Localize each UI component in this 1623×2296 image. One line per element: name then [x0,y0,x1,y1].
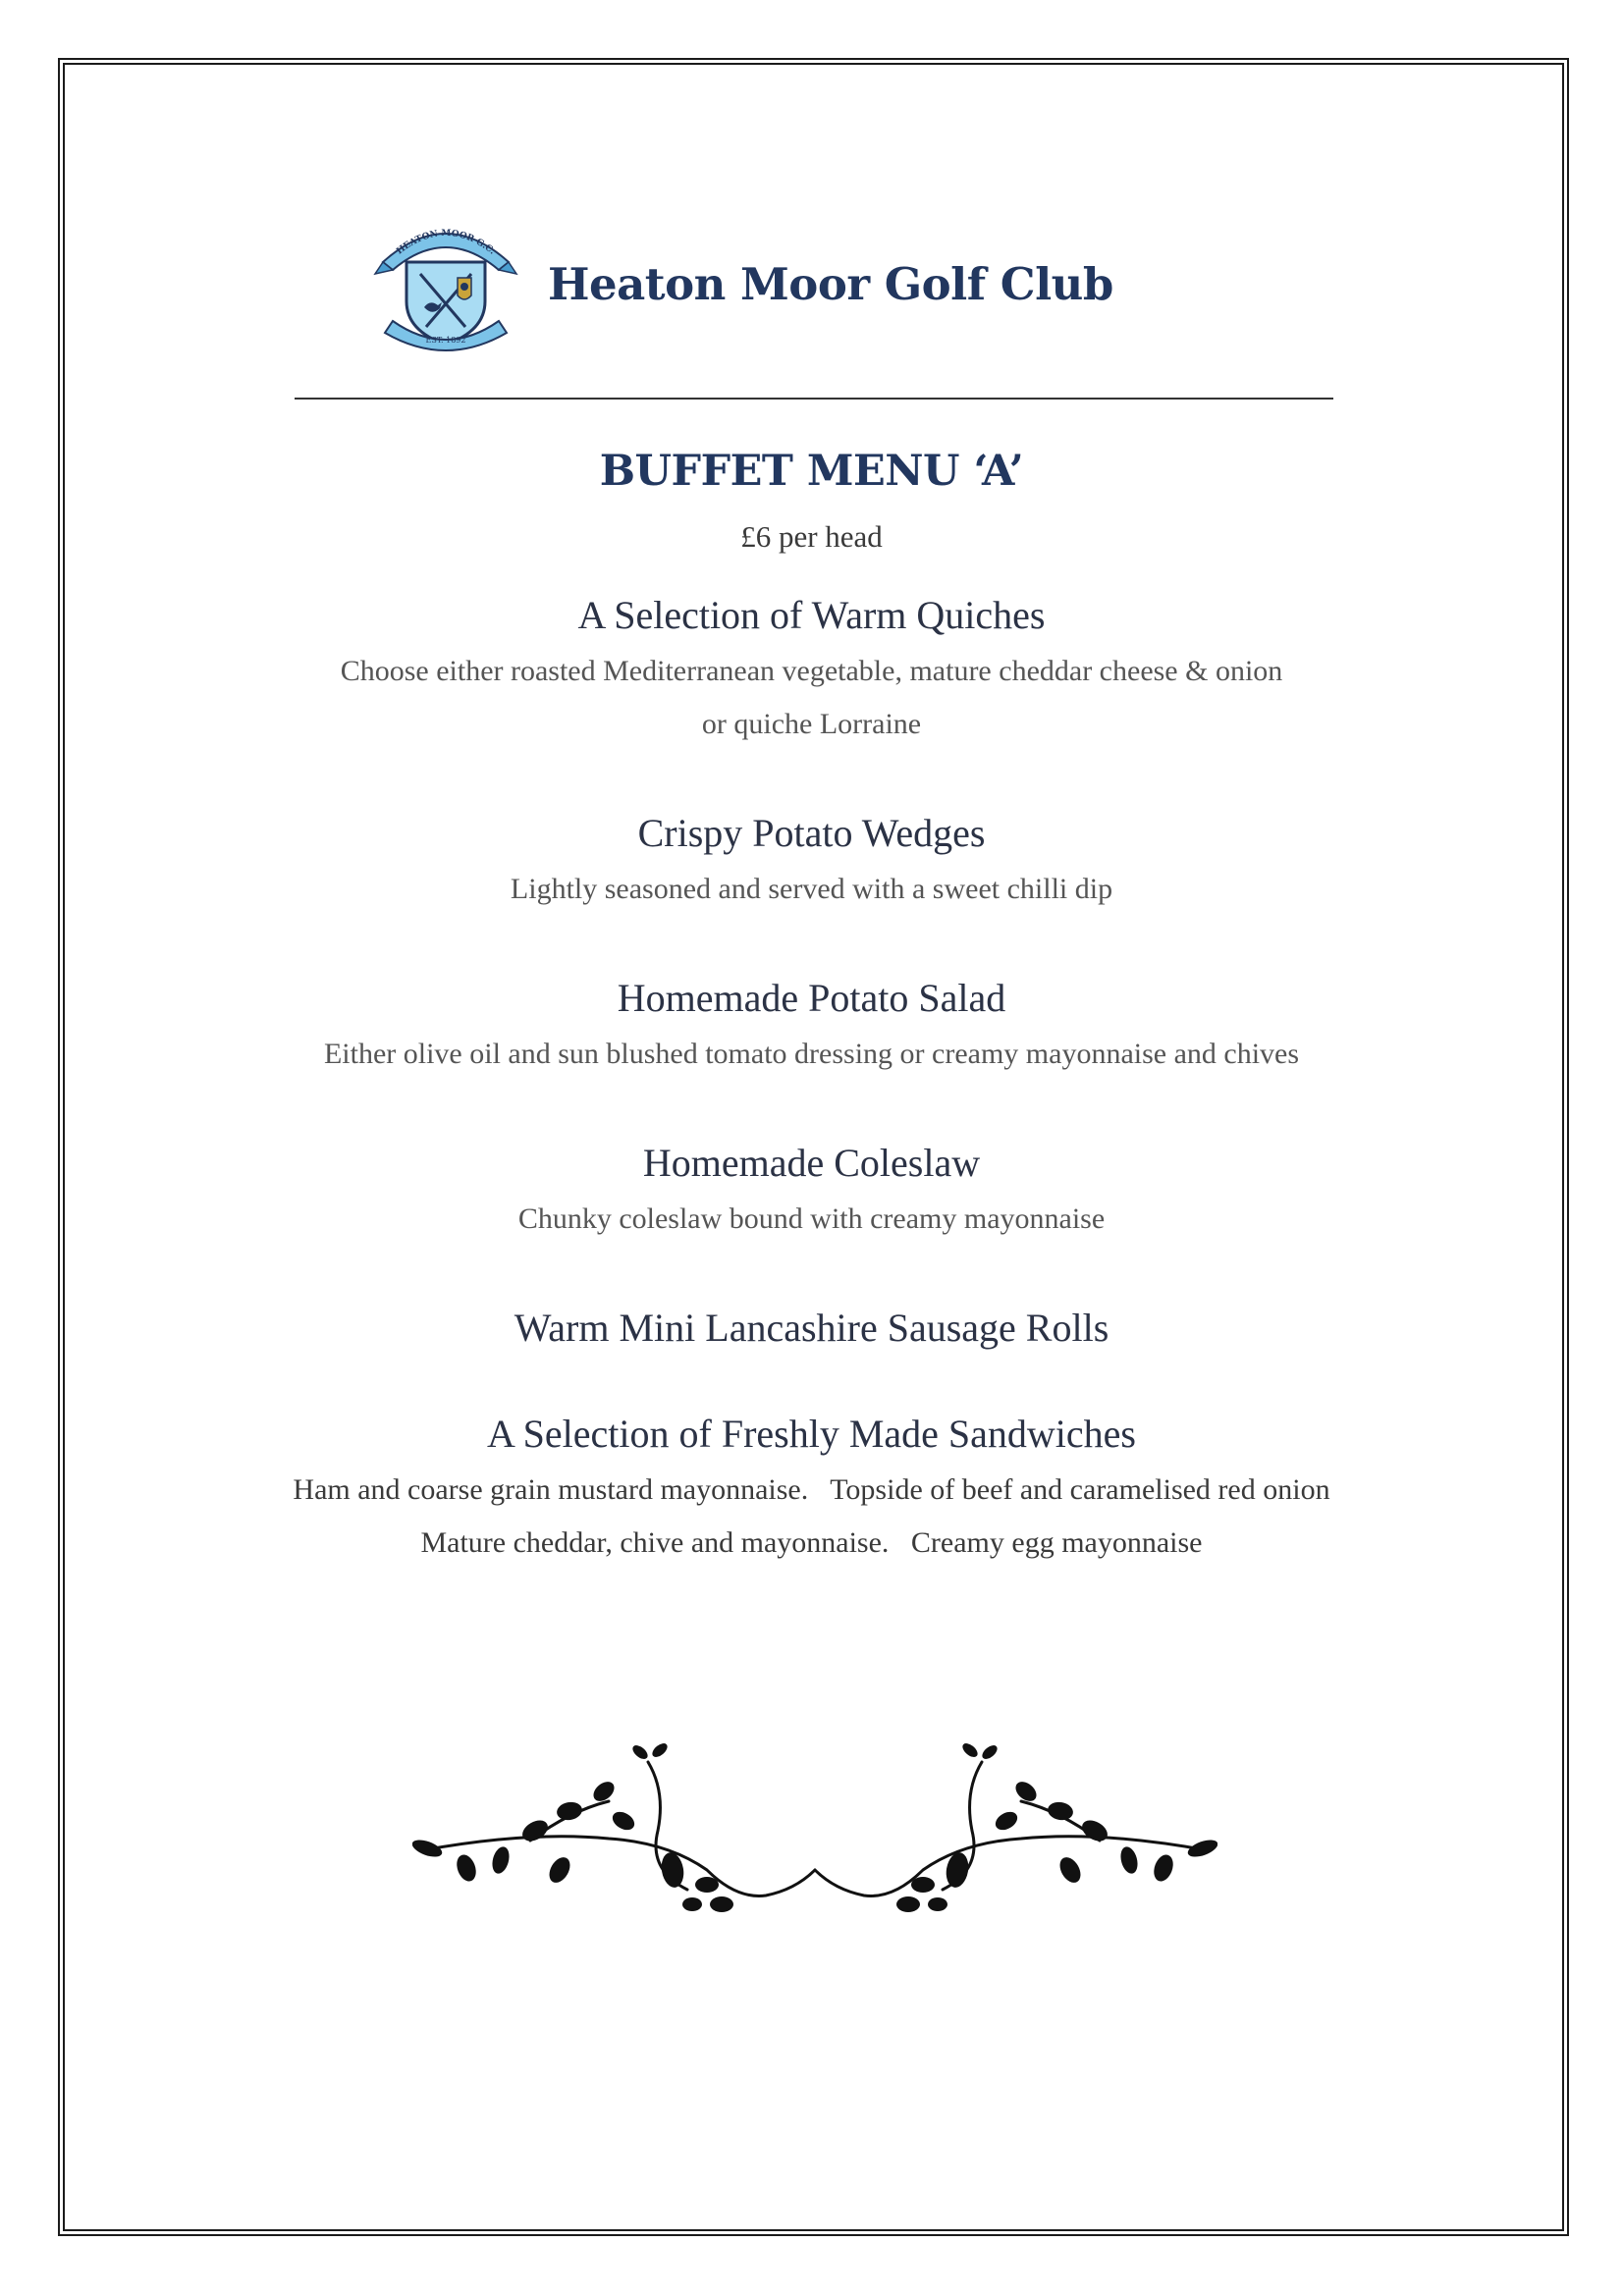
menu-item [0,1305,1623,1352]
crest-est-text: EST. 1892 [425,336,466,345]
dish-name: A Selection of Freshly Made Sandwiches [487,1411,1136,1456]
header-divider [295,398,1333,400]
menu-item [0,810,1623,916]
floral-flourish-ornament [412,1723,1217,1939]
menu-item [0,975,1623,1081]
header [373,211,1113,356]
menu-content [0,447,1623,1570]
menu-price: £6 per head [740,518,883,554]
dish-description: Choose either roasted Mediterranean vegetable, mature cheddar cheese & onion [340,654,1283,687]
dish-description: Chunky coleslaw bound with creamy mayonnaise [517,1201,1106,1235]
menu-item [0,592,1623,751]
dish-description: Either olive oil and sun blushed tomato dressing or creamy mayonnaise and chives [323,1037,1300,1070]
dish-description: or quiche Lorraine [701,707,922,740]
menu-title: BUFFET MENU ‘A’ [599,447,1024,496]
dish-description: Lightly seasoned and served with a sweet chilli dip [510,872,1113,905]
dish-name: Homemade Potato Salad [617,975,1006,1020]
dish-name: Homemade Coleslaw [642,1140,981,1185]
club-crest-logo [373,211,518,356]
dish-name: A Selection of Warm Quiches [577,592,1046,637]
dish-name: Warm Mini Lancashire Sausage Rolls [514,1305,1109,1350]
menu-item [0,1140,1623,1246]
menu-item [0,1411,1623,1570]
dish-description: Mature cheddar, chive and mayonnaise. Creamy egg mayonnaise [420,1525,1203,1559]
club-name: Heaton Moor Golf Club [548,257,1113,310]
dish-description: Ham and coarse grain mustard mayonnaise. Topside of beef and caramelised red onion [293,1472,1330,1506]
crest-banner-text: HEATON MOOR G.C. [395,228,497,257]
dish-name: Crispy Potato Wedges [637,810,986,855]
